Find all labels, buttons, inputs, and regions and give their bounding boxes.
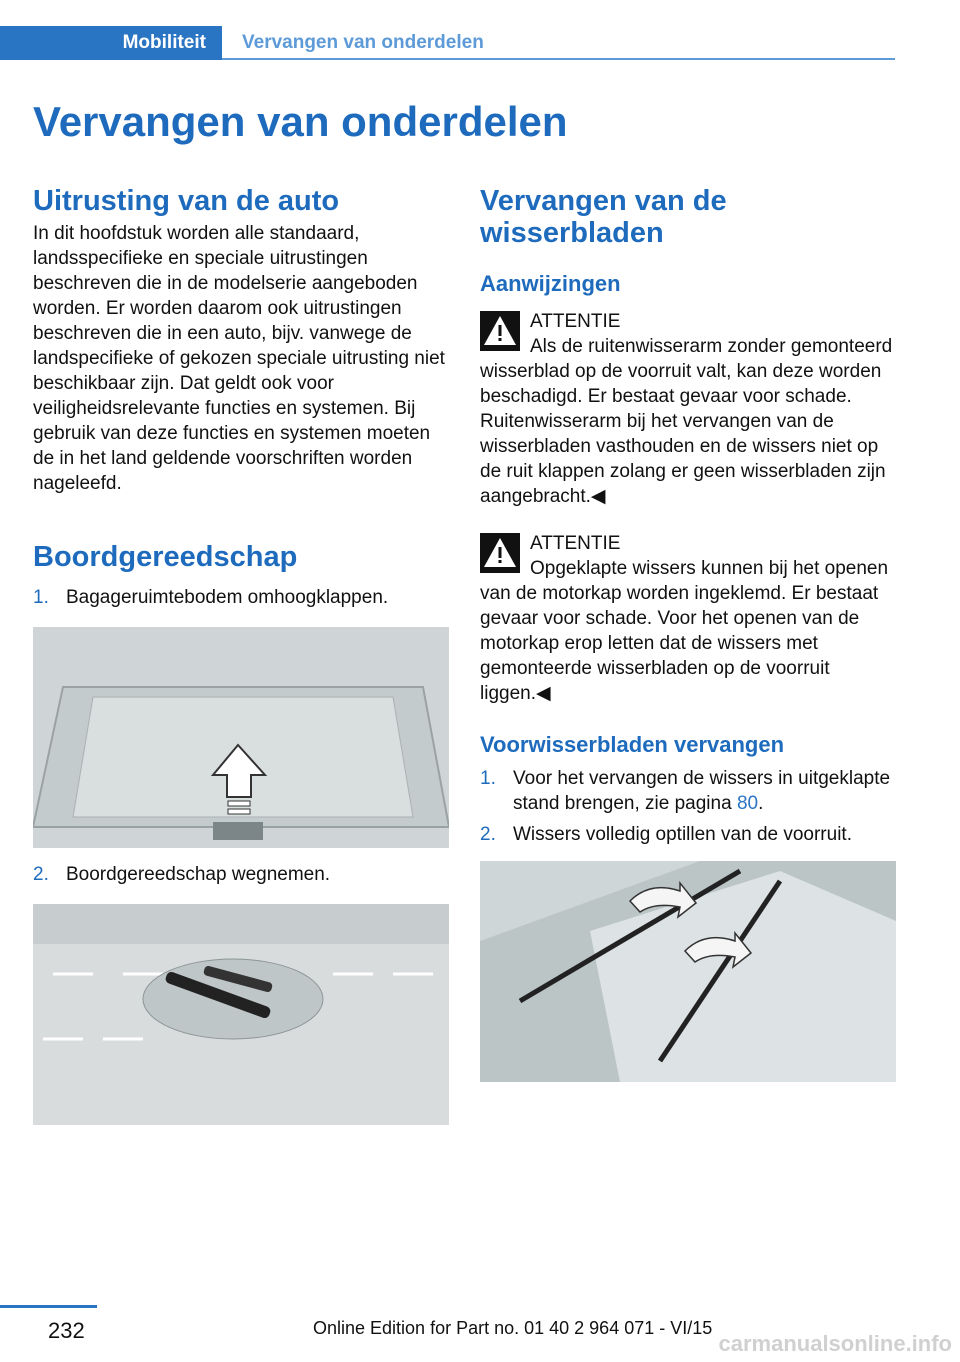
step-text: Wissers volledig optillen van de voorruit. [513, 824, 852, 845]
notes-heading: Aanwijzingen [480, 271, 621, 296]
list-item [33, 862, 449, 887]
trunk-floor-image [33, 627, 449, 848]
watermark: carmanualsonline.info [718, 1331, 952, 1356]
warning-text: Als de ruitenwisserarm zonder gemonteerd wisserblad op de voorruit valt, kan deze worden beschadigd. Er bestaat gevaar voor schade. Ruitenwisserarm bij het vervangen van de wisserbladen vasthouden en de wissers niet op de ruit klappen zolang er geen wisserbladen zijn aangebracht.◀ [480, 336, 893, 507]
step-text: Voor het vervangen de wissers in uitgeklapte stand brengen, zie pagina [513, 768, 891, 814]
list-item [33, 585, 449, 610]
warning-heading: ATTENTIE [530, 533, 621, 554]
step-number: 2. [33, 864, 49, 885]
tools-image [33, 904, 449, 1125]
step-text: Boordgereedschap wegnemen. [66, 864, 331, 885]
wipers-heading: Vervangen van de wisserbladen [480, 185, 727, 249]
step-number: 1. [480, 768, 496, 789]
front-wipers-heading: Voorwisserbladen vervangen [480, 732, 785, 757]
warning-triangle-icon [480, 533, 520, 573]
equipment-heading: Uitrusting van de auto [33, 185, 340, 217]
chapter-tab[interactable] [0, 26, 222, 60]
page-title: Vervangen van onderdelen [33, 98, 568, 145]
page-link[interactable]: 80 [736, 793, 759, 814]
step-text-end: . [758, 793, 764, 814]
warning-block [480, 309, 896, 509]
edition-text: Online Edition for Part no. 01 40 2 964 071 - VI/15 [313, 1318, 713, 1338]
tools-illustration [33, 904, 449, 1125]
list-item [480, 822, 896, 847]
warning-text: Opgeklapte wissers kunnen bij het openen van de motorkap worden ingeklemd. Er bestaat gevaar voor schade. Voor het openen van de motorkap erop letten dat de wissers met gemonteerde wisserbladen op de voorruit liggen.◀ [480, 558, 889, 704]
wipers-image [480, 861, 896, 1082]
left-column [33, 185, 449, 1125]
warning-triangle-icon [480, 311, 520, 351]
section-label: Vervangen van onderdelen [242, 32, 484, 53]
right-column [480, 185, 896, 1082]
step-text: Bagageruimtebodem omhoogklappen. [66, 587, 389, 608]
warning-block [480, 531, 896, 706]
footer-divider [0, 1305, 97, 1308]
tools-heading: Boordgereedschap [33, 541, 298, 573]
equipment-paragraph: In dit hoofdstuk worden alle standaard, landsspecifieke en speciale uitrustingen beschreven die in de modelserie aangeboden worden. Er worden daarom ook uitrustingen beschreven die in een auto, bijv. vanwege de landspecifieke of gekozen speciale uitrusting niet beschikbaar zijn. Dat geldt ook voor veiligheidsrelevante functies en systemen. Bij gebruik van deze functies en systemen moeten de in het land geldende voorschriften worden nageleefd. [33, 223, 445, 494]
list-item [480, 766, 896, 816]
warning-heading: ATTENTIE [530, 311, 621, 332]
trunk-floor-illustration [33, 627, 449, 848]
chapter-label: Mobiliteit [122, 32, 206, 53]
header-divider [222, 58, 895, 60]
page-number: 232 [48, 1318, 85, 1343]
wipers-illustration [480, 861, 896, 1082]
step-number: 2. [480, 824, 496, 845]
step-number: 1. [33, 587, 49, 608]
